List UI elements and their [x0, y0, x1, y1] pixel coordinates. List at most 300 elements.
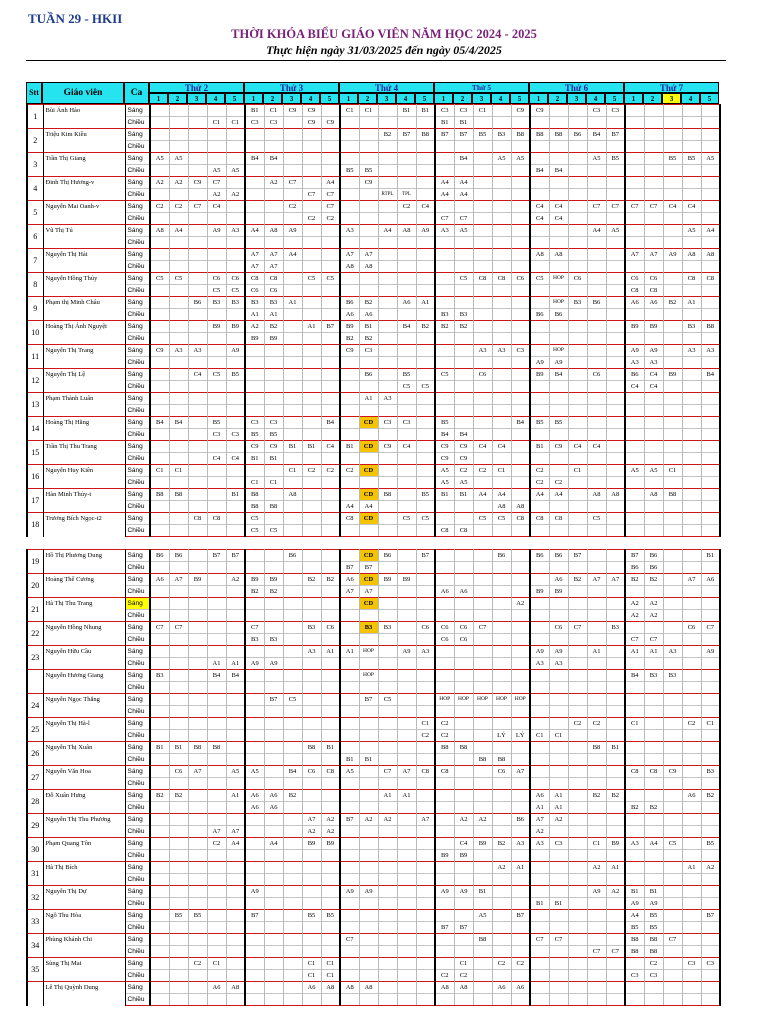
shift-morning: Sáng: [125, 177, 150, 189]
schedule-cell: [663, 345, 682, 357]
schedule-cell: [530, 718, 549, 730]
schedule-cell: HOP: [359, 646, 378, 658]
table-row: [27, 129, 720, 141]
schedule-cell: C4: [587, 441, 606, 453]
schedule-cell: B3: [150, 670, 169, 682]
schedule-cell: A8: [435, 982, 454, 994]
header-period: 5: [320, 93, 339, 104]
schedule-cell: [359, 970, 378, 982]
schedule-cell: [207, 381, 226, 393]
schedule-cell: [283, 634, 302, 646]
schedule-cell: [701, 477, 720, 489]
schedule-cell: A9: [549, 646, 568, 658]
schedule-cell: [473, 706, 492, 718]
schedule-cell: [397, 261, 416, 273]
schedule-cell: [416, 574, 435, 586]
schedule-cell: [473, 586, 492, 598]
schedule-cell: A7: [340, 586, 359, 598]
schedule-cell: C8: [340, 513, 359, 525]
schedule-cell: [226, 802, 245, 814]
teacher-name: Hoàng Thế Cương: [43, 574, 125, 598]
schedule-cell: B7: [625, 550, 644, 562]
schedule-cell: C6: [321, 622, 340, 634]
schedule-cell: A3: [530, 838, 549, 850]
table-row: [27, 934, 720, 946]
schedule-cell: [416, 946, 435, 958]
schedule-cell: [625, 165, 644, 177]
shift-afternoon: Chiều: [125, 285, 150, 297]
schedule-cell: [511, 670, 530, 682]
schedule-cell: [606, 970, 625, 982]
schedule-cell: [359, 790, 378, 802]
schedule-cell: [150, 141, 169, 153]
schedule-cell: [663, 778, 682, 790]
schedule-cell: A2: [207, 189, 226, 201]
schedule-cell: A2: [264, 177, 283, 189]
schedule-cell: [378, 117, 397, 129]
schedule-cell: A5: [682, 225, 701, 237]
schedule-cell: C7: [321, 201, 340, 213]
schedule-cell: [378, 153, 397, 165]
schedule-cell: [397, 634, 416, 646]
schedule-cell: [188, 718, 207, 730]
shift-afternoon: Chiều: [125, 730, 150, 742]
schedule-cell: [701, 297, 720, 309]
teacher-name: Đinh Thị Hương-v: [43, 177, 125, 201]
schedule-cell: [359, 429, 378, 441]
schedule-cell: [283, 838, 302, 850]
schedule-cell: [587, 610, 606, 622]
schedule-cell: [530, 850, 549, 862]
schedule-cell: [549, 694, 568, 706]
schedule-cell: [587, 333, 606, 345]
schedule-cell: [435, 562, 454, 574]
schedule-cell: [150, 297, 169, 309]
schedule-cell: [416, 922, 435, 934]
schedule-cell: [435, 646, 454, 658]
table-row: [27, 994, 720, 1006]
schedule-cell: [663, 922, 682, 934]
schedule-cell: [682, 634, 701, 646]
schedule-cell: CD: [359, 550, 378, 562]
schedule-cell: C5: [397, 381, 416, 393]
schedule-cell: [549, 562, 568, 574]
schedule-cell: A3: [473, 345, 492, 357]
schedule-cell: [302, 610, 321, 622]
schedule-cell: A1: [245, 309, 264, 321]
schedule-cell: [321, 129, 340, 141]
schedule-cell: [587, 562, 606, 574]
schedule-cell: C4: [397, 441, 416, 453]
schedule-cell: A7: [511, 766, 530, 778]
schedule-cell: [321, 249, 340, 261]
schedule-cell: A2: [587, 862, 606, 874]
schedule-cell: [245, 393, 264, 405]
schedule-cell: [473, 850, 492, 862]
schedule-cell: [207, 694, 226, 706]
schedule-cell: [378, 838, 397, 850]
schedule-cell: [378, 754, 397, 766]
row-number: 22: [27, 622, 43, 646]
schedule-cell: [226, 381, 245, 393]
schedule-cell: A5: [492, 153, 511, 165]
schedule-cell: C4: [188, 369, 207, 381]
schedule-cell: [701, 610, 720, 622]
schedule-cell: [150, 249, 169, 261]
schedule-cell: [435, 874, 454, 886]
schedule-cell: [435, 778, 454, 790]
schedule-cell: [511, 586, 530, 598]
schedule-cell: [454, 297, 473, 309]
schedule-cell: [283, 417, 302, 429]
schedule-cell: B3: [606, 622, 625, 634]
table-row: [27, 381, 720, 393]
schedule-cell: [530, 874, 549, 886]
schedule-cell: B9: [226, 321, 245, 333]
schedule-cell: [321, 165, 340, 177]
table-row: [27, 838, 720, 850]
schedule-cell: [606, 754, 625, 766]
schedule-cell: A3: [492, 345, 511, 357]
row-number: 14: [27, 417, 43, 441]
schedule-cell: [625, 501, 644, 513]
table-row: [27, 550, 720, 562]
schedule-cell: [397, 742, 416, 754]
schedule-cell: [416, 417, 435, 429]
schedule-cell: [568, 898, 587, 910]
schedule-cell: [245, 369, 264, 381]
schedule-cell: [359, 477, 378, 489]
schedule-cell: B3: [682, 321, 701, 333]
schedule-cell: C8: [454, 525, 473, 537]
schedule-cell: B4: [435, 429, 454, 441]
schedule-cell: [511, 321, 530, 333]
schedule-cell: [340, 550, 359, 562]
schedule-cell: [530, 429, 549, 441]
schedule-cell: [663, 982, 682, 994]
shift-afternoon: Chiều: [125, 634, 150, 646]
schedule-cell: B8: [492, 754, 511, 766]
schedule-cell: [150, 129, 169, 141]
schedule-cell: [568, 237, 587, 249]
schedule-cell: C4: [644, 369, 663, 381]
shift-morning: Sáng: [125, 249, 150, 261]
row-number: 6: [27, 225, 43, 249]
schedule-cell: A4: [435, 189, 454, 201]
table-row: [27, 970, 720, 982]
schedule-cell: [511, 441, 530, 453]
schedule-cell: [150, 477, 169, 489]
schedule-cell: [150, 934, 169, 946]
schedule-cell: [302, 598, 321, 610]
schedule-cell: [473, 982, 492, 994]
schedule-cell: [340, 393, 359, 405]
shift-morning: Sáng: [125, 441, 150, 453]
schedule-cell: [359, 802, 378, 814]
schedule-cell: B9: [264, 574, 283, 586]
schedule-cell: [606, 646, 625, 658]
schedule-cell: A3: [435, 225, 454, 237]
schedule-cell: [416, 658, 435, 670]
schedule-cell: B8: [264, 501, 283, 513]
schedule-cell: A6: [245, 802, 264, 814]
schedule-cell: C5: [435, 369, 454, 381]
schedule-cell: [188, 622, 207, 634]
schedule-cell: C2: [644, 958, 663, 970]
schedule-cell: [682, 778, 701, 790]
shift-morning: Sáng: [125, 694, 150, 706]
schedule-cell: [188, 261, 207, 273]
shift-morning: Sáng: [125, 622, 150, 634]
schedule-cell: [340, 670, 359, 682]
schedule-cell: A4: [169, 225, 188, 237]
schedule-cell: [397, 874, 416, 886]
schedule-cell: C7: [549, 934, 568, 946]
schedule-cell: C5: [397, 513, 416, 525]
schedule-cell: A1: [378, 790, 397, 802]
schedule-cell: [568, 429, 587, 441]
schedule-cell: C2: [188, 958, 207, 970]
schedule-cell: [530, 694, 549, 706]
schedule-cell: [435, 261, 454, 273]
schedule-cell: [416, 153, 435, 165]
schedule-cell: [530, 381, 549, 393]
schedule-cell: [245, 405, 264, 417]
header-shift: Ca: [124, 82, 149, 104]
schedule-cell: [473, 826, 492, 838]
schedule-cell: [207, 814, 226, 826]
schedule-cell: [606, 706, 625, 718]
schedule-cell: [530, 766, 549, 778]
schedule-cell: [264, 201, 283, 213]
header-period: 1: [149, 93, 168, 104]
schedule-cell: [264, 730, 283, 742]
schedule-cell: [587, 898, 606, 910]
schedule-cell: A9: [397, 646, 416, 658]
schedule-cell: [207, 237, 226, 249]
schedule-cell: [549, 405, 568, 417]
schedule-cell: [606, 417, 625, 429]
schedule-cell: [606, 850, 625, 862]
schedule-cell: [549, 958, 568, 970]
schedule-cell: [682, 766, 701, 778]
schedule-cell: B4: [625, 670, 644, 682]
header-day-2: Thứ 2: [149, 82, 244, 93]
schedule-cell: A4: [530, 489, 549, 501]
schedule-cell: [169, 898, 188, 910]
schedule-cell: [644, 261, 663, 273]
schedule-cell: B7: [435, 922, 454, 934]
schedule-cell: [492, 622, 511, 634]
schedule-cell: [150, 718, 169, 730]
teacher-name: Hàn Minh Thủy-t: [43, 489, 125, 513]
schedule-cell: [568, 742, 587, 754]
shift-afternoon: Chiều: [125, 261, 150, 273]
schedule-cell: [378, 333, 397, 345]
row-number: 33: [27, 910, 43, 934]
schedule-cell: [549, 117, 568, 129]
schedule-cell: [492, 453, 511, 465]
schedule-cell: B8: [511, 129, 530, 141]
shift-morning: Sáng: [125, 910, 150, 922]
schedule-cell: HOP: [359, 670, 378, 682]
schedule-cell: [378, 670, 397, 682]
schedule-cell: B8: [644, 946, 663, 958]
schedule-cell: C3: [454, 105, 473, 117]
schedule-cell: [682, 970, 701, 982]
schedule-cell: [283, 345, 302, 357]
schedule-cell: [169, 982, 188, 994]
schedule-cell: [682, 670, 701, 682]
schedule-cell: [302, 357, 321, 369]
schedule-cell: [701, 586, 720, 598]
schedule-cell: A1: [682, 297, 701, 309]
schedule-cell: C8: [264, 273, 283, 285]
schedule-cell: [321, 778, 340, 790]
schedule-cell: C2: [473, 465, 492, 477]
schedule-cell: C1: [283, 465, 302, 477]
header-period: 2: [263, 93, 282, 104]
schedule-cell: [283, 910, 302, 922]
schedule-cell: [150, 922, 169, 934]
shift-morning: Sáng: [125, 393, 150, 405]
schedule-cell: [644, 405, 663, 417]
schedule-cell: [473, 610, 492, 622]
schedule-cell: [644, 189, 663, 201]
schedule-cell: [169, 333, 188, 345]
teacher-name: Nguyễn Thị Trang: [43, 345, 125, 369]
schedule-cell: B3: [226, 297, 245, 309]
schedule-cell: [245, 874, 264, 886]
schedule-cell: [416, 610, 435, 622]
schedule-cell: B9: [245, 574, 264, 586]
schedule-cell: B5: [264, 429, 283, 441]
schedule-cell: [378, 886, 397, 898]
schedule-cell: B1: [340, 441, 359, 453]
schedule-cell: A8: [321, 982, 340, 994]
schedule-cell: C7: [606, 201, 625, 213]
schedule-cell: B3: [454, 309, 473, 321]
schedule-cell: [283, 477, 302, 489]
schedule-cell: [473, 405, 492, 417]
schedule-cell: C7: [188, 201, 207, 213]
table-row: [27, 441, 720, 453]
schedule-cell: [188, 682, 207, 694]
schedule-cell: C7: [207, 177, 226, 189]
schedule-cell: C7: [435, 213, 454, 225]
header-period: 3: [662, 93, 681, 104]
schedule-cell: [454, 249, 473, 261]
schedule-cell: [169, 670, 188, 682]
schedule-cell: [492, 646, 511, 658]
schedule-cell: [378, 982, 397, 994]
schedule-cell: A4: [701, 225, 720, 237]
row-number: 24: [27, 694, 43, 718]
schedule-cell: [473, 165, 492, 177]
schedule-cell: [150, 958, 169, 970]
schedule-cell: [606, 237, 625, 249]
schedule-cell: [150, 646, 169, 658]
schedule-cell: A2: [644, 610, 663, 622]
schedule-cell: [568, 994, 587, 1006]
schedule-cell: [340, 850, 359, 862]
schedule-cell: [169, 934, 188, 946]
schedule-cell: [188, 393, 207, 405]
schedule-cell: [169, 754, 188, 766]
schedule-cell: [188, 441, 207, 453]
schedule-cell: A7: [606, 574, 625, 586]
schedule-cell: [606, 958, 625, 970]
schedule-cell: A6: [682, 790, 701, 802]
schedule-cell: [511, 453, 530, 465]
schedule-cell: [302, 706, 321, 718]
schedule-cell: A2: [454, 814, 473, 826]
schedule-cell: [245, 465, 264, 477]
schedule-cell: [663, 874, 682, 886]
schedule-cell: [568, 345, 587, 357]
schedule-cell: A1: [682, 862, 701, 874]
schedule-cell: [549, 682, 568, 694]
schedule-cell: [359, 874, 378, 886]
schedule-cell: [663, 994, 682, 1006]
schedule-cell: [663, 129, 682, 141]
schedule-cell: [226, 441, 245, 453]
schedule-cell: [340, 910, 359, 922]
schedule-cell: [511, 249, 530, 261]
schedule-cell: B5: [435, 417, 454, 429]
schedule-cell: [435, 838, 454, 850]
schedule-cell: [188, 105, 207, 117]
schedule-cell: [207, 682, 226, 694]
schedule-cell: [188, 598, 207, 610]
schedule-cell: [416, 802, 435, 814]
schedule-cell: CD: [359, 598, 378, 610]
table-row: [27, 658, 720, 670]
schedule-cell: A2: [150, 177, 169, 189]
schedule-cell: [473, 994, 492, 1006]
schedule-cell: [568, 766, 587, 778]
schedule-cell: A8: [359, 982, 378, 994]
schedule-cell: [587, 213, 606, 225]
schedule-cell: [568, 958, 587, 970]
schedule-cell: C1: [454, 958, 473, 970]
schedule-cell: C5: [378, 694, 397, 706]
schedule-cell: [606, 718, 625, 730]
schedule-cell: [682, 477, 701, 489]
schedule-cell: [606, 598, 625, 610]
teacher-name: Phạm thị Minh Châu: [43, 297, 125, 321]
schedule-cell: [226, 586, 245, 598]
schedule-cell: [245, 357, 264, 369]
schedule-cell: A3: [644, 357, 663, 369]
schedule-cell: C5: [169, 273, 188, 285]
schedule-cell: [492, 682, 511, 694]
schedule-cell: [378, 898, 397, 910]
schedule-cell: TPL: [397, 189, 416, 201]
schedule-cell: [511, 465, 530, 477]
schedule-cell: [169, 261, 188, 273]
schedule-cell: [321, 285, 340, 297]
schedule-cell: [473, 333, 492, 345]
schedule-cell: [682, 838, 701, 850]
schedule-cell: [283, 213, 302, 225]
schedule-cell: C3: [359, 345, 378, 357]
schedule-cell: [530, 598, 549, 610]
schedule-cell: [416, 742, 435, 754]
schedule-cell: [283, 610, 302, 622]
schedule-cell: [188, 213, 207, 225]
schedule-cell: [188, 273, 207, 285]
